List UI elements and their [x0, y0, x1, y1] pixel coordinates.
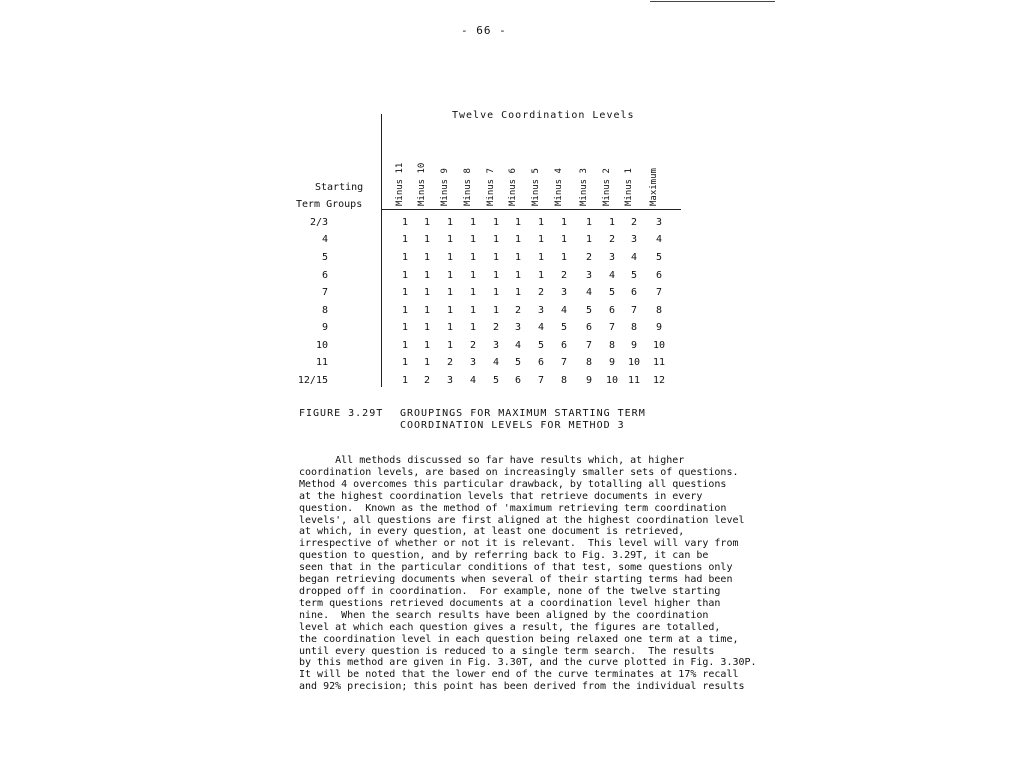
column-header-label: Minus 11 — [395, 162, 405, 206]
table-cell: 8 — [630, 322, 638, 333]
row-label: 10 — [315, 340, 328, 351]
table-cell: 7 — [630, 305, 638, 316]
table-cell: 1 — [446, 217, 454, 228]
table-cell: 1 — [423, 340, 431, 351]
table-cell: 1 — [469, 287, 477, 298]
table-cell: 9 — [655, 322, 663, 333]
table-cell: 3 — [514, 322, 522, 333]
table-cell: 11 — [627, 375, 641, 386]
row-label: 9 — [321, 322, 328, 333]
table-cell: 2 — [469, 340, 477, 351]
column-header-label: Minus 3 — [579, 168, 589, 206]
figure-caption — [400, 408, 720, 432]
column-header-label: Minus 2 — [602, 168, 612, 206]
table-cell: 1 — [401, 252, 409, 263]
page-number: - 66 - — [461, 24, 507, 37]
row-label: 7 — [321, 287, 328, 298]
table-cell: 4 — [585, 287, 593, 298]
table-cell: 1 — [469, 305, 477, 316]
table-cell: 1 — [401, 357, 409, 368]
table-cell: 1 — [446, 270, 454, 281]
table-cell: 1 — [423, 305, 431, 316]
table-cell: 1 — [560, 252, 568, 263]
table-cell: 4 — [630, 252, 638, 263]
table-cell: 1 — [423, 270, 431, 281]
table-cell: 4 — [655, 234, 663, 245]
table-cell: 1 — [492, 287, 500, 298]
table-cell: 7 — [655, 287, 663, 298]
table-cell: 6 — [560, 340, 568, 351]
body-line: All methods discussed so far have results which, at higher — [299, 455, 685, 466]
table-cell: 1 — [423, 234, 431, 245]
table-cell: 1 — [446, 305, 454, 316]
table-cell: 1 — [514, 252, 522, 263]
table-cell: 1 — [492, 252, 500, 263]
body-line: seen that in the particular conditions of that test, some questions only — [299, 562, 733, 574]
table-cell: 1 — [537, 270, 545, 281]
row-header-line-2: Term Groups — [296, 199, 363, 210]
table-cell: 6 — [630, 287, 638, 298]
table-cell: 6 — [585, 322, 593, 333]
table-cell: 1 — [469, 252, 477, 263]
column-header-label: Minus 1 — [624, 168, 634, 206]
table-cell: 1 — [492, 217, 500, 228]
body-line: began retrieving documents when several of their starting terms had been — [299, 574, 733, 586]
table-cell: 2 — [446, 357, 454, 368]
table-cell: 11 — [652, 357, 666, 368]
table-cell: 6 — [514, 375, 522, 386]
body-line: dropped off in coordination. For example, none of the twelve starting — [299, 585, 721, 597]
figure-caption-line: COORDINATION LEVELS FOR METHOD 3 — [400, 420, 625, 431]
table-cell: 10 — [627, 357, 641, 368]
body-line: It will be noted that the lower end of the curve terminates at 17% recall — [299, 669, 739, 681]
table-cell: 2 — [630, 217, 638, 228]
column-header-label: Minus 8 — [463, 168, 473, 206]
body-line: nine. When the search results have been aligned by the coordination — [299, 609, 709, 621]
body-line: irrespective of whether or not it is relevant. This level will vary from — [299, 538, 739, 550]
table-cell: 1 — [560, 217, 568, 228]
column-header-label: Minus 4 — [554, 168, 564, 206]
table-cell: 8 — [608, 340, 616, 351]
table-cell: 1 — [585, 217, 593, 228]
row-label: 5 — [321, 252, 328, 263]
body-line: Method 4 overcomes this particular drawback, by totalling all questions — [299, 478, 727, 490]
figure-caption-line: GROUPINGS FOR MAXIMUM STARTING TERM — [400, 408, 646, 419]
table-cell: 7 — [560, 357, 568, 368]
column-header-label: Minus 6 — [508, 168, 518, 206]
table-cell: 5 — [492, 375, 500, 386]
row-label: 11 — [315, 357, 328, 368]
body-line: and 92% precision; this point has been derived from the individual results — [299, 681, 745, 693]
table-cell: 8 — [655, 305, 663, 316]
body-line: until every question is reduced to a single term search. The results — [299, 645, 715, 657]
row-header-line-1: Starting — [315, 182, 364, 193]
body-line: by this method are given in Fig. 3.30T, and the curve plotted in Fig. 3.30P. — [299, 657, 757, 669]
table-cell: 1 — [423, 252, 431, 263]
table-cell: 12 — [652, 375, 666, 386]
table-cell: 5 — [514, 357, 522, 368]
body-line: question to question, and by referring back to Fig. 3.29T, it can be — [299, 550, 709, 562]
table-cell: 5 — [630, 270, 638, 281]
table-cell: 3 — [469, 357, 477, 368]
table-cell: 1 — [423, 217, 431, 228]
table-cell: 4 — [537, 322, 545, 333]
table-cell: 1 — [446, 234, 454, 245]
table-title: Twelve Coordination Levels — [452, 110, 635, 121]
table-cell: 3 — [585, 270, 593, 281]
table-cell: 2 — [514, 305, 522, 316]
column-header-label: Maximum — [649, 168, 659, 206]
table-cell: 3 — [608, 252, 616, 263]
table-cell: 1 — [423, 357, 431, 368]
table-cell: 1 — [469, 234, 477, 245]
body-line: coordination levels, are based on increasingly smaller sets of questions. — [299, 466, 739, 478]
table-cell: 6 — [537, 357, 545, 368]
table-cell: 1 — [446, 287, 454, 298]
table-cell: 1 — [401, 217, 409, 228]
table-cell: 1 — [608, 217, 616, 228]
table-cell: 2 — [560, 270, 568, 281]
table-cell: 3 — [537, 305, 545, 316]
table-cell: 7 — [608, 322, 616, 333]
table-cell: 1 — [469, 270, 477, 281]
table-cell: 1 — [401, 234, 409, 245]
table-cell: 3 — [446, 375, 454, 386]
table-cell: 5 — [655, 252, 663, 263]
table-cell: 1 — [492, 305, 500, 316]
body-line: the coordination level in each question being relaxed one term at a time, — [299, 633, 739, 645]
table-cell: 9 — [608, 357, 616, 368]
row-label: 12/15 — [297, 375, 328, 386]
table-cell: 7 — [585, 340, 593, 351]
table-cell: 2 — [492, 322, 500, 333]
table-cell: 8 — [560, 375, 568, 386]
table-cell: 1 — [469, 217, 477, 228]
table-cell: 6 — [608, 305, 616, 316]
table-cell: 1 — [492, 270, 500, 281]
table-cell: 1 — [492, 234, 500, 245]
table-cell: 1 — [401, 322, 409, 333]
table-cell: 8 — [585, 357, 593, 368]
body-line: at which, in every question, at least one document is retrieved, — [299, 526, 685, 538]
table-cell: 3 — [492, 340, 500, 351]
table-cell: 4 — [492, 357, 500, 368]
table-cell: 1 — [514, 217, 522, 228]
table-cell: 1 — [401, 305, 409, 316]
table-cell: 1 — [514, 287, 522, 298]
table-cell: 1 — [446, 322, 454, 333]
body-line: level at which each question gives a result, the figures are totalled, — [299, 621, 721, 633]
table-cell: 1 — [585, 234, 593, 245]
table-cell: 1 — [446, 340, 454, 351]
table-cell: 1 — [514, 234, 522, 245]
table-cell: 6 — [655, 270, 663, 281]
table-cell: 3 — [630, 234, 638, 245]
table-cell: 2 — [423, 375, 431, 386]
column-header-label: Minus 7 — [486, 168, 496, 206]
body-paragraph — [299, 455, 757, 693]
table-cell: 1 — [514, 270, 522, 281]
table-cell: 1 — [537, 252, 545, 263]
table-cell: 1 — [401, 270, 409, 281]
body-line: at the highest coordination levels that retrieve documents in every — [299, 490, 703, 502]
table-cell: 1 — [537, 217, 545, 228]
table-cell: 1 — [560, 234, 568, 245]
table-cell: 3 — [655, 217, 663, 228]
table-cell: 1 — [537, 234, 545, 245]
table-cell: 1 — [446, 252, 454, 263]
table-cell: 2 — [585, 252, 593, 263]
body-line: levels', all questions are first aligned at the highest coordination level — [299, 514, 745, 526]
column-header-label: Minus 9 — [440, 168, 450, 206]
column-header-label: Minus 10 — [417, 162, 427, 206]
table-cell: 1 — [423, 287, 431, 298]
figure-label: FIGURE 3.29T — [299, 408, 384, 419]
table-cell: 10 — [605, 375, 619, 386]
table-cell: 10 — [652, 340, 666, 351]
table-cell: 4 — [608, 270, 616, 281]
table-vertical-rule — [381, 114, 382, 387]
table-cell: 1 — [401, 287, 409, 298]
table-cell: 9 — [630, 340, 638, 351]
column-header-label: Minus 5 — [531, 168, 541, 206]
table-cell: 5 — [537, 340, 545, 351]
table-cell: 1 — [401, 375, 409, 386]
table-cell: 2 — [608, 234, 616, 245]
table-cell: 4 — [469, 375, 477, 386]
table-cell: 5 — [585, 305, 593, 316]
table-cell: 4 — [514, 340, 522, 351]
table-cell: 1 — [401, 340, 409, 351]
row-label: 8 — [321, 305, 328, 316]
table-cell: 7 — [537, 375, 545, 386]
table-cell: 4 — [560, 305, 568, 316]
row-label: 6 — [321, 270, 328, 281]
body-line: question. Known as the method of 'maximum retrieving term coordination — [299, 502, 727, 514]
table-cell: 5 — [608, 287, 616, 298]
row-label: 4 — [321, 234, 328, 245]
table-horizontal-rule — [381, 209, 681, 210]
table-cell: 2 — [537, 287, 545, 298]
body-line: term questions retrieved documents at a coordination level higher than — [299, 597, 721, 609]
table-cell: 1 — [423, 322, 431, 333]
table-cell: 5 — [560, 322, 568, 333]
table-cell: 1 — [469, 322, 477, 333]
row-label: 2/3 — [309, 217, 328, 228]
table-cell: 9 — [585, 375, 593, 386]
table-cell: 3 — [560, 287, 568, 298]
top-rule — [650, 1, 775, 2]
